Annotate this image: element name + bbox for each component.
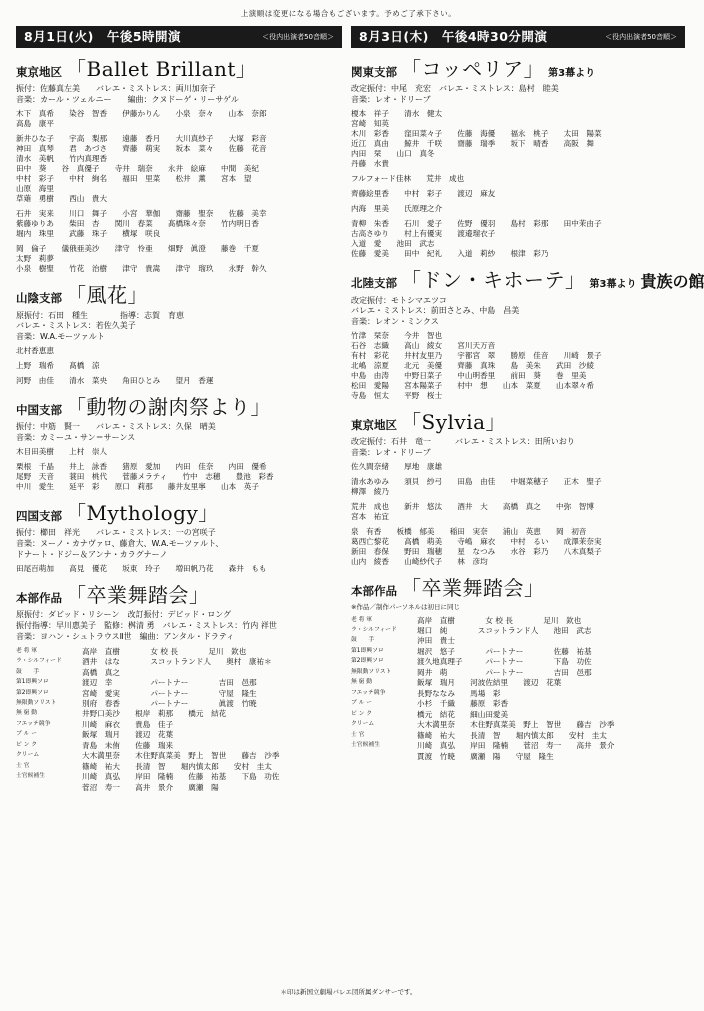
cast-list	[351, 462, 685, 567]
role-row	[351, 741, 685, 751]
branch-name: 東京地区	[16, 65, 62, 79]
role-name: クリーム	[351, 721, 375, 728]
role-dancers: 飯塚 瑞月 渡辺 花葉	[82, 730, 174, 740]
cast-line: 神田 真琴 君 あづさ 齊藤 萌実 坂本 菜々 佐藤 花音	[16, 144, 267, 154]
cast-line: 田尾百萌加 高見 優花 坂東 玲子 増田帆乃花 森井 もも	[16, 563, 267, 573]
work-title	[351, 576, 685, 600]
role-dancers: 篠崎 祐大 長清 智 堀内慎太郎 安村 圭太	[82, 761, 272, 771]
role-row	[16, 751, 342, 761]
work-title	[351, 268, 704, 293]
role-row	[16, 647, 342, 657]
work-name: 「風花」	[66, 283, 148, 308]
cast-line: 木目田美樹 上村 崇人	[16, 447, 108, 457]
cast-line: 岡 倫子 儀俄亜美沙 津守 怜亜 畑野 眞澄 藤巻 千夏	[16, 244, 259, 254]
work-section	[16, 395, 342, 492]
cast-line: 河野 由佳 清水 菜央 角田ひとみ 望月 香運	[16, 376, 214, 386]
role-table	[16, 647, 342, 794]
cast-list	[16, 346, 342, 386]
role-name: ピ ン ク	[351, 710, 373, 717]
cast-line: 田中 葵 谷 真優子 寺井 瑞奈 永井 絵麻 中間 美紀	[16, 164, 259, 174]
cast-line: 有村 彩花 井村友里乃 宇都宮 翠 勝原 佳音 川崎 景子	[351, 351, 602, 360]
credit-line: 改定振付：石井 竜一 バレエ・ミストレス：田所いおり	[351, 437, 575, 447]
credit-line: 振付：中筋 賢一 バレエ・ミストレス：久保 晴美	[16, 422, 216, 432]
credit-line: 音楽：ヨハン・シュトラウスⅡ世 編曲：アンタル・ドラティ	[16, 631, 235, 641]
role-dancers: 別府 春香 パートナー 眞渡 竹暁	[82, 699, 257, 709]
cast-line: 清水あゆみ 須貝 紗弓 田島 由佳 中堀菜穂子 正木 聖子	[351, 477, 602, 487]
role-row	[16, 783, 342, 793]
work-section	[16, 57, 342, 274]
credit-line: 振付指導：早川惠美子 監修：桝清 勇 バレエ・ミストレス：竹内 祥世	[16, 621, 277, 631]
role-name	[16, 783, 82, 793]
role-name: 第1即興ソロ	[16, 679, 49, 686]
cast-line: 丹藤 水貴	[351, 159, 389, 169]
role-row	[351, 710, 685, 720]
role-name: ピ ン ク	[16, 741, 38, 748]
work-name: 「ドン・キホーテ」	[401, 268, 586, 293]
work-name: 「Mythology」	[66, 501, 219, 526]
credit-line: 音楽：レオン・ミンクス	[351, 317, 439, 327]
credit-line: 音楽：レオ・ドリーブ	[351, 448, 431, 458]
credit-line: 音楽：カール・ツェルニー 編曲：クヌドーゲ・リーサゲル	[16, 95, 239, 105]
role-name: ブ ル ー	[16, 731, 38, 738]
role-dancers: 青島 未侑 佐藤 瑞来	[82, 740, 174, 750]
role-row	[351, 616, 685, 626]
role-dancers: 川崎 真弘 岸田 隆楠 佐藤 祐基 下島 功佐	[82, 772, 280, 782]
cast-line: 松田 愛陽 宮本陽菜子 村中 想 山本 菜夏 山本翠々希	[351, 381, 594, 391]
role-row	[351, 689, 685, 699]
date-header	[16, 26, 342, 48]
work-section	[16, 583, 342, 793]
credit-line: 音楽：W.A.モーツァルト	[16, 332, 105, 342]
branch-name: 中国支部	[16, 403, 62, 418]
work-section	[351, 410, 685, 567]
cast-line: 堀内 珠里 武藤 珠子 横塚 咲良	[16, 229, 161, 239]
cast-line: 木川 彩香 窪田菜々子 佐藤 海優 福永 桃子 太田 陽菜	[351, 129, 602, 139]
credit-line: 振付：佐藤真左美 バレエ・ミストレス：両川加奈子	[16, 84, 216, 94]
cast-line: 中島 由涛 中野日菜子 中山明香里 前田 葵 巻 里美	[351, 371, 587, 381]
cast-list	[351, 331, 685, 401]
cast-line: 榎本 祥子 清水 健太	[351, 108, 443, 118]
role-dancers: 渡久地真理子 パートナー 下島 功佐	[417, 657, 592, 667]
work-title	[16, 395, 342, 419]
credit-line: バレエ・ミストレス：前田さとみ、中島 昌美	[351, 306, 520, 316]
credit-line: 音楽：カミーユ・サン＝サーンス	[16, 433, 136, 443]
cast-line: 栗根 千晶 井上 詠香 猪原 愛加 内田 佳奈 内田 優希	[16, 462, 267, 472]
role-table	[351, 616, 685, 763]
role-row	[16, 678, 342, 688]
work-title	[351, 410, 685, 434]
cast-line: 北嶋 涼夏 北元 美優 齊藤 真珠 島 美朱 武田 沙綾	[351, 361, 594, 371]
performance-date: 8月3日(木) 午後4時30分開演	[359, 29, 548, 45]
cast-list	[16, 447, 342, 492]
cast-line: 竹津 栞奈 今井 智也	[351, 330, 443, 340]
cast-line: 入道 愛 池田 武志	[351, 239, 435, 249]
cast-line: 新井ひな子 宇高 梨那 遠藤 香月 大川真紗子 大塚 彩音	[16, 134, 267, 144]
work-title	[16, 501, 342, 525]
branch-name: 四国支部	[16, 509, 62, 524]
work-title	[16, 57, 342, 81]
cast-line: 近江 真由 鯨井 千咲 齋藤 瑞季 坂下 晴香 高阪 舞	[351, 139, 594, 149]
credit-line: ドナート・ドジー＆アンナ・カラグナーノ	[16, 550, 168, 560]
role-name: 第2即興ソロ	[16, 689, 49, 696]
credit-line: バレエ・ミストレス：若佐久美子	[16, 321, 136, 331]
footnote: ＊印は新国立劇場バレエ団所属ダンサーです。	[280, 988, 417, 996]
role-dancers: 飯塚 瑞月 河波佐結里 渡辺 花葉	[417, 678, 562, 688]
role-name: 老 将 軍	[16, 647, 38, 654]
role-dancers: 大木満里奈 木住野真菜美 野上 智世 藤吉 沙季	[82, 751, 280, 761]
role-dancers: 小杉 千織 藤原 彩香	[417, 699, 509, 709]
role-dancers: 堀沢 悠子 パートナー 佐藤 祐基	[417, 646, 592, 656]
role-dancers: 渡辺 幸 パートナー 吉田 邑那	[82, 678, 257, 688]
credit-line: 原振付：石田 種生 指導：志賀 育恵	[16, 310, 184, 320]
cast-line: フルフォード佳林 荒井 成也	[351, 174, 465, 184]
cast-line: 佐藤 愛美 田中 紀礼 入道 莉紗 根津 彩乃	[351, 249, 549, 259]
role-dancers: 酒井 はな スコットランド人 奥村 康祐＊	[82, 657, 272, 667]
credit-line: 振付：櫛田 祥光 バレエ・ミストレス：一の宮咲子	[16, 528, 216, 538]
cast-line: 清水 美帆 竹内真理香	[16, 154, 108, 164]
work-title	[16, 583, 342, 607]
work-section	[351, 57, 685, 259]
role-dancers: 篠崎 祐大 長清 智 堀内慎太郎 安村 圭太	[417, 730, 607, 740]
work-section	[16, 283, 342, 386]
role-dancers: 川崎 麻衣 貴島 佳子	[82, 719, 174, 729]
cast-line: 宮崎 知英	[351, 119, 389, 128]
cast-line: 太野 莉夢	[16, 254, 54, 264]
work-title	[351, 57, 685, 81]
cast-line: 齊藤絵里香 中村 彩子 渡辺 麻友	[351, 189, 496, 199]
cast-line: 上野 瑞希 髙橋 涼	[16, 361, 100, 371]
role-name: ラ・シルフィード	[351, 626, 397, 633]
cast-line: 宮本 祐宜	[351, 512, 389, 522]
role-name: 士 官	[351, 731, 365, 738]
role-name: 第2即興ソロ	[351, 658, 384, 665]
work-name: 「卒業舞踏会」	[66, 582, 210, 607]
role-dancers: 宮崎 愛実 パートナー 守屋 隆生	[82, 688, 257, 698]
role-name: ラ・シルフィード	[16, 658, 62, 665]
role-name: 士官候補生	[351, 742, 380, 749]
role-dancers: 高橋 真之	[82, 667, 120, 677]
role-name: 士官候補生	[16, 773, 45, 780]
cast-line: 紫藤ゆりあ 柴田 杏 関川 春菜 髙橋珠々奈 竹内明日香	[16, 219, 259, 229]
program-column-aug1	[16, 26, 342, 793]
role-row	[16, 657, 342, 667]
work-name: 「コッペリア」	[401, 57, 545, 81]
cast-line: 高島 康平	[16, 119, 54, 128]
cast-line: 草薙 勇樹 西山 貴大	[16, 194, 108, 204]
role-row	[351, 647, 685, 657]
work-name: 「Ballet Brillant」	[66, 57, 257, 81]
cast-order-note: ＜役内出演者50音順＞	[262, 32, 334, 41]
cast-list	[16, 564, 342, 574]
cast-line: 北村香恵恵	[16, 346, 54, 355]
work-subtitle: 第3幕より	[548, 68, 596, 79]
role-row	[16, 772, 342, 782]
role-row	[16, 741, 342, 751]
program-column-aug3	[351, 26, 704, 762]
role-row	[351, 636, 685, 646]
branch-name: 関東支部	[351, 65, 397, 79]
cast-line: 中村 彩子 中村 絢名 福田 里菜 松井 薫 宮本 望	[16, 174, 252, 184]
cast-order-note: ＜役内出演者50音順＞	[605, 32, 677, 41]
cast-line: 木下 真希 染谷 智香 伊藤かりん 小泉 奈々 山本 奈郎	[16, 108, 267, 118]
cast-line: 中川 愛生 延平 彩 原口 莉那 藤井友里寧 山本 英子	[16, 482, 259, 492]
work-subtitle: 第3幕より	[589, 279, 637, 291]
role-name	[351, 752, 417, 762]
role-name: 老 将 軍	[351, 616, 373, 623]
role-dancers: 菅沼 寿一 高井 景介 廣瀬 陽	[82, 782, 219, 792]
role-dancers: 貫渡 竹暁 廣瀬 陽 守屋 隆生	[417, 751, 554, 761]
role-row	[351, 668, 685, 678]
role-name: クリーム	[16, 752, 40, 759]
role-row	[16, 689, 342, 699]
role-row	[16, 762, 342, 772]
role-row	[16, 699, 342, 709]
role-row	[351, 731, 685, 741]
cast-line: 山原 海里	[16, 184, 54, 194]
role-row	[16, 668, 342, 678]
role-row	[351, 626, 685, 636]
branch-name: 山陰支部	[16, 291, 62, 306]
cast-line: 泉 有香 板橋 郁美 稲田 実奈 浦山 英恵 岡 初音	[351, 527, 587, 537]
cast-line: 柳澤 綾乃	[351, 487, 389, 497]
role-dancers: 堀口 純 スコットランド人 池田 武志	[417, 625, 592, 635]
role-dancers: 橋元 結花 細山田愛美	[417, 709, 509, 719]
work-section	[351, 576, 685, 762]
role-dancers: 長野ななみ 馬場 彩	[417, 688, 501, 698]
role-dancers: 井野口美沙 根岸 莉那 橋元 結花	[82, 709, 227, 719]
work-subtitle-2: 貴族の館	[640, 272, 704, 292]
role-name: フエッテ競争	[16, 720, 51, 727]
cast-line: 尾野 天音 蓑田 桃代 菅藤メラティ 竹中 志穂 豊池 彩香	[16, 472, 274, 482]
cast-line: 佐久間奈緒 厚地 康雄	[351, 462, 443, 472]
cast-line: 荒井 成也 新井 悠汰 酒井 大 高橋 真之 中弥 智博	[351, 502, 594, 512]
role-dancers: 高岸 直樹 女 校 長 足川 欽也	[82, 646, 247, 656]
role-name: 無限動ソリスト	[351, 668, 392, 675]
cast-line: 内海 里美 氏原理之介	[351, 204, 443, 214]
role-row	[351, 678, 685, 688]
branch-name: 東京地区	[351, 418, 397, 433]
role-name: 士 官	[16, 762, 30, 769]
role-row	[16, 709, 342, 719]
role-name: 鼓 手	[16, 668, 40, 675]
role-row	[16, 730, 342, 740]
branch-name: 北陸支部	[351, 276, 397, 291]
performance-date: 8月1日(火) 午後5時開演	[24, 29, 182, 45]
role-name: 鼓 手	[351, 637, 375, 644]
credit-line: 音楽：ヌーノ・カナヴァロ、藤倉大、W.A.モーツァルト、	[16, 539, 224, 549]
work-name: 「Sylvia」	[401, 410, 507, 435]
role-dancers: 大木満里奈 木住野真菜美 野上 智世 藤吉 沙季	[417, 720, 615, 730]
work-name: 「動物の謝肉祭より」	[66, 395, 271, 420]
credit-line: 原振付：ダビッド・リシーン 改訂振付：デビッド・ロング	[16, 610, 232, 620]
work-section	[351, 268, 704, 401]
cast-list	[351, 109, 685, 259]
branch-name: 本部作品	[351, 584, 397, 599]
role-name: フエッテ競争	[351, 689, 386, 696]
cast-line: 青柳 朱香 石川 愛子 佐野 優羽 島村 彩那 田中茉由子	[351, 219, 602, 229]
role-row	[16, 720, 342, 730]
role-name: 第1即興ソロ	[351, 647, 384, 654]
cast-line: 内田 栞 山口 真冬	[351, 149, 435, 159]
cast-line: 寺島 恒太 平野 桜士	[351, 391, 443, 401]
credit-line: 改定振付：中尾 充宏 バレエ・ミストレス：島村 睦美	[351, 84, 559, 94]
credit-line: 改定振付：モトシマエツコ	[351, 295, 447, 305]
role-row	[351, 752, 685, 762]
notice: 上演順は変更になる場合もございます。予めご了承下さい。	[240, 9, 457, 18]
role-dancers: 沖田 貴士	[417, 636, 455, 646]
cast-line: 葛西亡黎花 高橋 萌美 寺嶋 麻衣 中村 るい 成澤茉奈実	[351, 537, 602, 547]
work-note: ※作品／制作パーソネルは初日に同じ	[351, 602, 461, 611]
role-row	[351, 720, 685, 730]
role-row	[351, 699, 685, 709]
cast-line: 新田 春保 野田 瑞穂 星 なつみ 水谷 彩乃 八木真梨子	[351, 547, 602, 557]
branch-name: 本部作品	[16, 590, 62, 605]
date-header	[351, 26, 685, 48]
cast-line: 小泉 樹聖 竹花 治樹 津守 貴嵩 津守 瑠玖 永野 幹久	[16, 264, 267, 274]
cast-line: 石井 実来 川口 舞子 小宮 華伽 齋藤 聖奈 佐藤 美幸	[16, 209, 267, 219]
role-name: ブ ル ー	[351, 700, 373, 707]
role-row	[351, 657, 685, 667]
role-name: 無 窮 動	[16, 710, 38, 717]
cast-line: 山内 綾香 山崎紗代子 林 彦均	[351, 557, 488, 567]
cast-line: 古高さゆり 村上有優実 渡邉瑠衣子	[351, 229, 496, 239]
role-dancers: 川崎 真弘 岸田 隆楠 菅沼 寿一 高井 景介	[417, 741, 615, 751]
role-dancers: 高岸 直樹 女 校 長 足川 欽也	[417, 615, 582, 625]
role-name: 無 窮 動	[351, 679, 373, 686]
cast-line: 石谷 志織 高山 綾女 宮川天万音	[351, 340, 496, 350]
work-section	[16, 501, 342, 574]
role-dancers: 岡井 萌 パートナー 吉田 邑那	[417, 667, 592, 677]
role-name: 無限動ソリスト	[16, 700, 57, 707]
cast-list	[16, 109, 342, 274]
work-name: 「卒業舞踏会」	[401, 576, 545, 601]
credit-line: 音楽：レオ・ドリーブ	[351, 95, 431, 105]
work-title	[16, 283, 342, 307]
